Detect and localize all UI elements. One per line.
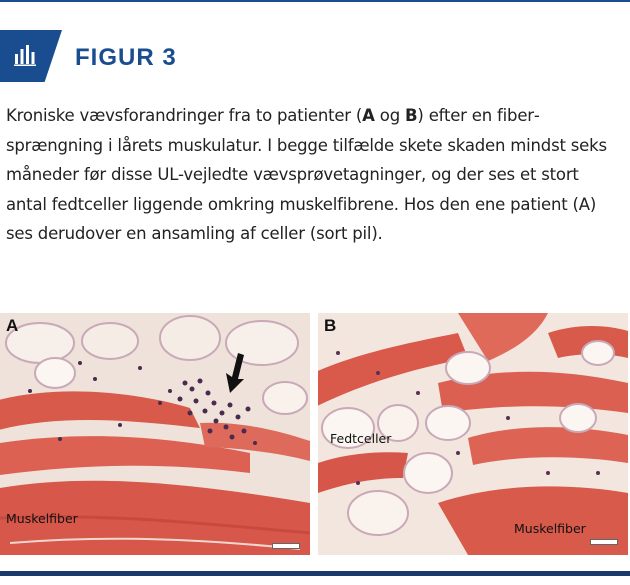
top-rule [0,0,630,2]
figure-title: FIGUR 3 [75,44,177,71]
caption-patient-b: B [405,106,418,125]
micrograph-panel-a [0,313,310,555]
caption-text: og [374,106,406,125]
label-muskelfiber-a: Muskelfiber [6,511,78,526]
panel-b-letter: B [324,316,337,335]
figure-caption [6,101,624,249]
bar-chart-icon [14,44,38,66]
caption-text: Kroniske vævsforandringer fra to patienter ( [6,106,363,125]
caption-text: ) efter en fibersprængning i lårets muskulatur. I begge tilfælde skete skaden mindst seks måneder før disse UL-vejledte vævsprøvetagninger, og der ses et stort antal fedtceller liggende omkring muskelfibrene. Hos den ene patient (A) ses derudover en ansamling af celler (sort pil). [6,106,607,243]
figure-badge [0,30,62,82]
micrograph-panel-b [318,313,628,555]
label-fedtceller: Fedtceller [330,431,392,446]
bottom-rule [0,571,630,576]
label-muskelfiber-b: Muskelfiber [514,521,586,536]
caption-patient-a: A [362,106,375,125]
panel-a-letter: A [6,316,19,335]
scale-bar-b [590,539,618,545]
scale-bar-a [272,543,300,549]
